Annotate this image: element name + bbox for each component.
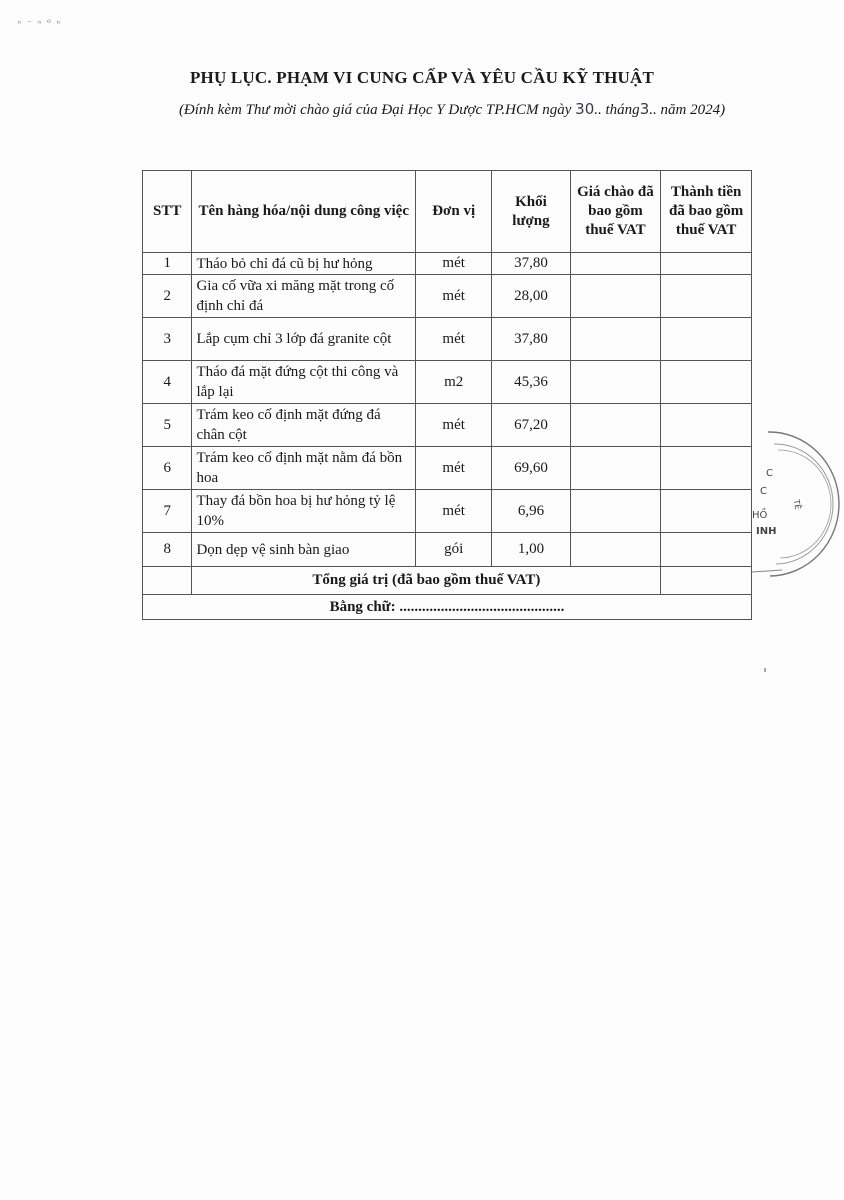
table-header-row <box>143 171 752 253</box>
total-row <box>143 567 752 595</box>
cell-stt: 5 <box>143 404 192 447</box>
cell-price <box>570 490 661 533</box>
cell-unit: mét <box>416 490 492 533</box>
handwritten-day: 30 <box>575 100 595 118</box>
partial-seal-stamp <box>748 430 844 580</box>
scan-artifact: ⁿ ⁻ ⁿ ⁰ ⁿ <box>18 18 62 28</box>
col-header-total: Thành tiền đã bao gồm thuế VAT <box>661 171 752 253</box>
cell-qty: 67,20 <box>492 404 570 447</box>
cell-total <box>661 404 752 447</box>
cell-unit: mét <box>416 275 492 318</box>
cell-unit: mét <box>416 447 492 490</box>
seal-fragment: INH <box>756 526 777 537</box>
cell-stt: 7 <box>143 490 192 533</box>
cell-qty: 1,00 <box>492 533 570 567</box>
cell-total <box>661 490 752 533</box>
cell-qty: 28,00 <box>492 275 570 318</box>
cell-name: Tháo bỏ chỉ đá cũ bị hư hỏng <box>192 253 416 275</box>
cell-qty: 45,36 <box>492 361 570 404</box>
cell-price <box>570 275 661 318</box>
cell-qty: 37,80 <box>492 253 570 275</box>
cell-qty: 37,80 <box>492 318 570 361</box>
total-label: Tổng giá trị (đã bao gồm thuế VAT) <box>192 567 661 595</box>
table-row <box>143 404 752 447</box>
cell-unit: mét <box>416 253 492 275</box>
seal-fragment: C <box>766 468 773 479</box>
col-header-stt: STT <box>143 171 192 253</box>
total-value <box>661 567 752 595</box>
cell-price <box>570 447 661 490</box>
table-row <box>143 447 752 490</box>
col-header-price: Giá chào đã bao gồm thuế VAT <box>570 171 661 253</box>
cell-unit: m2 <box>416 361 492 404</box>
cell-qty: 69,60 <box>492 447 570 490</box>
cell-total <box>661 361 752 404</box>
scan-speck <box>764 668 766 672</box>
col-header-unit: Đơn vị <box>416 171 492 253</box>
cell-price <box>570 404 661 447</box>
seal-fragment: TÊ <box>791 498 803 511</box>
table-row <box>143 253 752 275</box>
table-row <box>143 361 752 404</box>
cell-name: Thay đá bồn hoa bị hư hỏng tỷ lệ 10% <box>192 490 416 533</box>
in-words-label: Bằng chữ: ............................................ <box>143 595 752 620</box>
subtitle-prefix: (Đính kèm Thư mời chào giá của Đại Học Y Dược TP.HCM ngày <box>178 102 576 118</box>
document-subtitle <box>0 100 844 119</box>
cell-total <box>661 533 752 567</box>
cell-stt: 3 <box>143 318 192 361</box>
table-row <box>143 533 752 567</box>
cell-price <box>570 318 661 361</box>
document-title: PHỤ LỤC. PHẠM VI CUNG CẤP VÀ YÊU CẦU KỸ THUẬT <box>189 68 655 87</box>
scope-table <box>142 170 752 620</box>
seal-fragment: HỒ <box>752 510 768 521</box>
cell-stt: 6 <box>143 447 192 490</box>
cell-price <box>570 533 661 567</box>
cell-stt: 4 <box>143 361 192 404</box>
in-words-row <box>143 595 752 620</box>
cell-stt: 1 <box>143 253 192 275</box>
cell-unit: gói <box>416 533 492 567</box>
cell-name: Dọn dẹp vệ sinh bàn giao <box>192 533 416 567</box>
cell-stt: 2 <box>143 275 192 318</box>
cell-total <box>661 275 752 318</box>
subtitle-suffix: .. năm 2024) <box>649 102 726 118</box>
cell-unit: mét <box>416 404 492 447</box>
cell-unit: mét <box>416 318 492 361</box>
cell-total <box>661 447 752 490</box>
subtitle-middle: .. tháng <box>594 102 640 118</box>
cell-name: Lắp cụm chỉ 3 lớp đá granite cột <box>192 318 416 361</box>
cell-name: Trám keo cố định mặt đứng đá chân cột <box>192 404 416 447</box>
cell-stt: 8 <box>143 533 192 567</box>
cell-total <box>661 253 752 275</box>
cell-qty: 6,96 <box>492 490 570 533</box>
cell-name: Tháo đá mặt đứng cột thi công và lắp lại <box>192 361 416 404</box>
handwritten-month: 3 <box>639 100 650 118</box>
table-row <box>143 318 752 361</box>
cell-name: Gia cố vữa xi măng mặt trong cố định chỉ đá <box>192 275 416 318</box>
total-row-blank <box>143 567 192 595</box>
table-row <box>143 490 752 533</box>
cell-name: Trám keo cố định mặt nằm đá bồn hoa <box>192 447 416 490</box>
cell-price <box>570 361 661 404</box>
cell-total <box>661 318 752 361</box>
seal-fragment: C <box>760 486 767 497</box>
col-header-qty: Khối lượng <box>492 171 570 253</box>
table-row <box>143 275 752 318</box>
cell-price <box>570 253 661 275</box>
col-header-name: Tên hàng hóa/nội dung công việc <box>192 171 416 253</box>
